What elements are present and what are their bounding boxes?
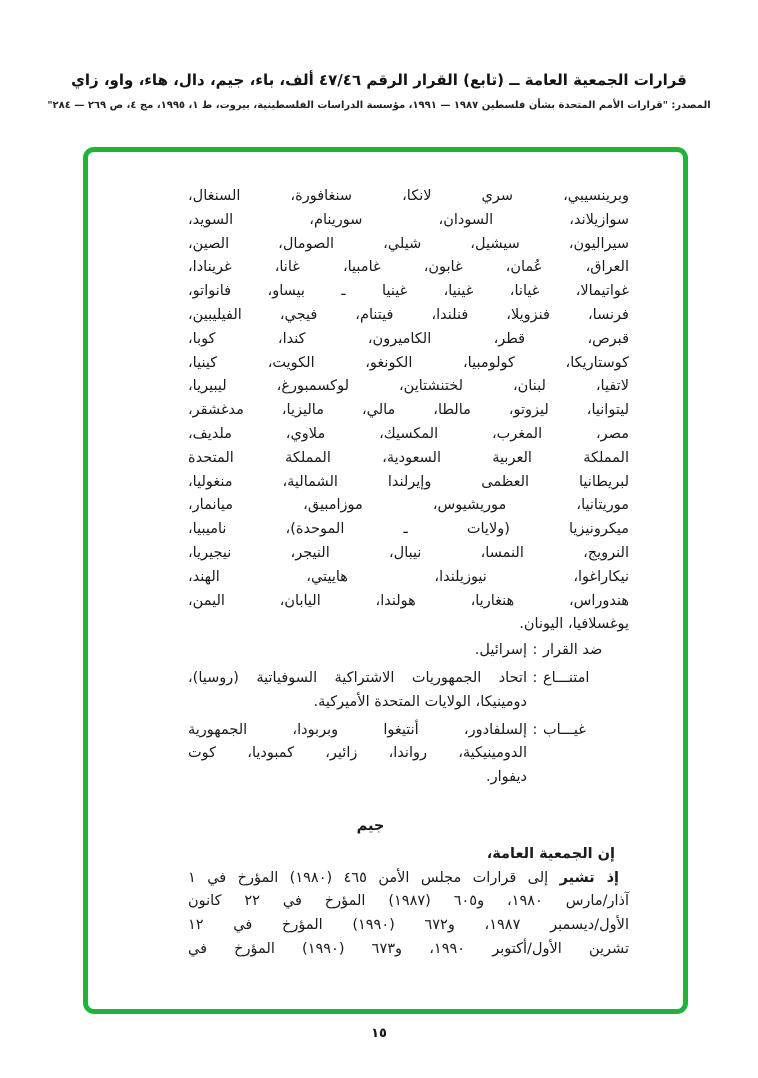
country-list-line: موريتانيا، موريشيوس، موزامبيق، ميانمار، <box>188 497 629 514</box>
vote-text <box>188 667 527 715</box>
source-citation: المصدر: "قرارات الأمم المتحدة بشأن فلسطين ١٩٨٧ — ١٩٩١، مؤسسة الدراسات الفلسطينية، بيروت، ط ١، ١٩٩٥، مج ٤، ص ٢٦٩ — ٢٨٤" <box>47 100 711 111</box>
country-list-line: قبرص، قطر، الكاميرون، كندا، كوبا، <box>188 330 629 347</box>
country-list-line: يوغسلافيا، اليونان. <box>519 616 629 633</box>
country-list-line: المملكة العربية السعودية، المملكة المتحدة <box>188 449 629 466</box>
country-list-line: غواتيمالا، غيانا، غينيا، غينيا ـ بيساو، فانواتو، <box>188 283 629 300</box>
vote-row <box>188 639 629 663</box>
vote-colon: : <box>532 669 538 686</box>
country-list-line: وبرينسيبي، سري لانكا، سنغافورة، السنغال، <box>188 188 629 204</box>
highlight-border-box <box>83 147 688 1014</box>
vote-row <box>188 667 629 715</box>
vote-text-line: إلسلفادور، أنتيغوا وبربودا، الجمهورية <box>188 721 527 738</box>
box-content <box>88 152 683 1009</box>
country-list-line: هندوراس، هنغاريا، هولندا، اليابان، اليمن، <box>188 592 629 609</box>
country-list-line: ميكرونيزيا (ولايات ـ الموحدة)، ناميبيا، <box>188 521 629 538</box>
recital-line: إذ تشير إلى قرارات مجلس الأمن ٤٦٥ (١٩٨٠) المؤرخ في ١ <box>188 869 619 886</box>
recital-line: الأول/ديسمبر ١٩٨٧، و٦٧٢ (١٩٩٠) المؤرخ في ١٢ <box>188 917 629 934</box>
vote-colon: : <box>532 642 538 659</box>
vote-label: امتنـــاع <box>543 669 590 686</box>
page-number: ١٥ <box>371 1026 387 1041</box>
country-list-line: فرنسا، فنزويلا، فنلندا، فيتنام، فيجي، الفيليبين، <box>188 306 629 323</box>
recital-line: تشرين الأول/أكتوبر ١٩٩٠، و٦٧٣ (١٩٩٠) المؤرخ في <box>188 940 629 957</box>
country-list-line: كوستاريكا، كولومبيا، الكونغو، الكويت، كينيا، <box>188 354 629 371</box>
country-list-line: لاتفيا، لبنان، لختنشتاين، لوكسمبورغ، ليبيريا، <box>188 378 629 395</box>
recital-lead: إذ تشير <box>559 869 619 886</box>
recital-paragraph <box>188 867 629 962</box>
country-list-line: سيراليون، سيشيل، شيلي، الصومال، الصين، <box>188 235 629 252</box>
vote-label: غيـــاب <box>543 721 586 738</box>
vote-text-line: دومينيكا، الولايات المتحدة الأميركية. <box>313 693 527 710</box>
country-list-line: لبريطانيا العظمى وإيرلندا الشمالية، منغوليا، <box>188 473 629 490</box>
vote-row <box>188 719 629 790</box>
vote-text <box>188 719 527 790</box>
section-heading: جيم <box>356 817 385 834</box>
country-list-line: مصر، المغرب، المكسيك، ملاوي، ملديف، <box>188 425 629 442</box>
vote-text-line: إسرائيل. <box>474 642 527 659</box>
vote-text <box>188 639 527 663</box>
vote-text-line: ديفوار. <box>486 769 527 786</box>
page-title: قرارات الجمعية العامة ــ (تابع) القرار الرقم ٤٧/٤٦ ألف، باء، جيم، دال، هاء، واو، زاي <box>71 71 687 89</box>
country-list-line: سوازيلاند، السودان، سورينام، السويد، <box>188 211 629 228</box>
vote-text-line: الدومينيكية، رواندا، زائير، كمبوديا، كوت <box>188 745 527 762</box>
country-list-line: العراق، عُمان، غابون، غامبيا، غانا، غرينادا، <box>188 259 629 276</box>
country-list-line: نيكاراغوا، نيوزيلندا، هاييتي، الهند، <box>188 568 629 585</box>
vote-colon: : <box>532 721 538 738</box>
vote-text-line: اتحاد الجمهوريات الاشتراكية السوفياتية (روسيا)، <box>188 669 527 686</box>
country-vote-list <box>188 185 629 637</box>
recital-line: آذار/مارس ١٩٨٠، و٦٠٥ (١٩٨٧) المؤرخ في ٢٢ كانون <box>188 893 629 910</box>
vote-results <box>188 639 629 790</box>
country-list-line: ليتوانيا، ليزوتو، مالطا، مالي، ماليزيا، مدغشقر، <box>188 402 629 419</box>
country-list-line: النرويج، النمسا، نيبال، النيجر، نيجيريا، <box>188 544 629 561</box>
vote-label: ضد القرار <box>543 642 603 659</box>
preamble-intro: إن الجمعية العامة، <box>486 845 615 862</box>
